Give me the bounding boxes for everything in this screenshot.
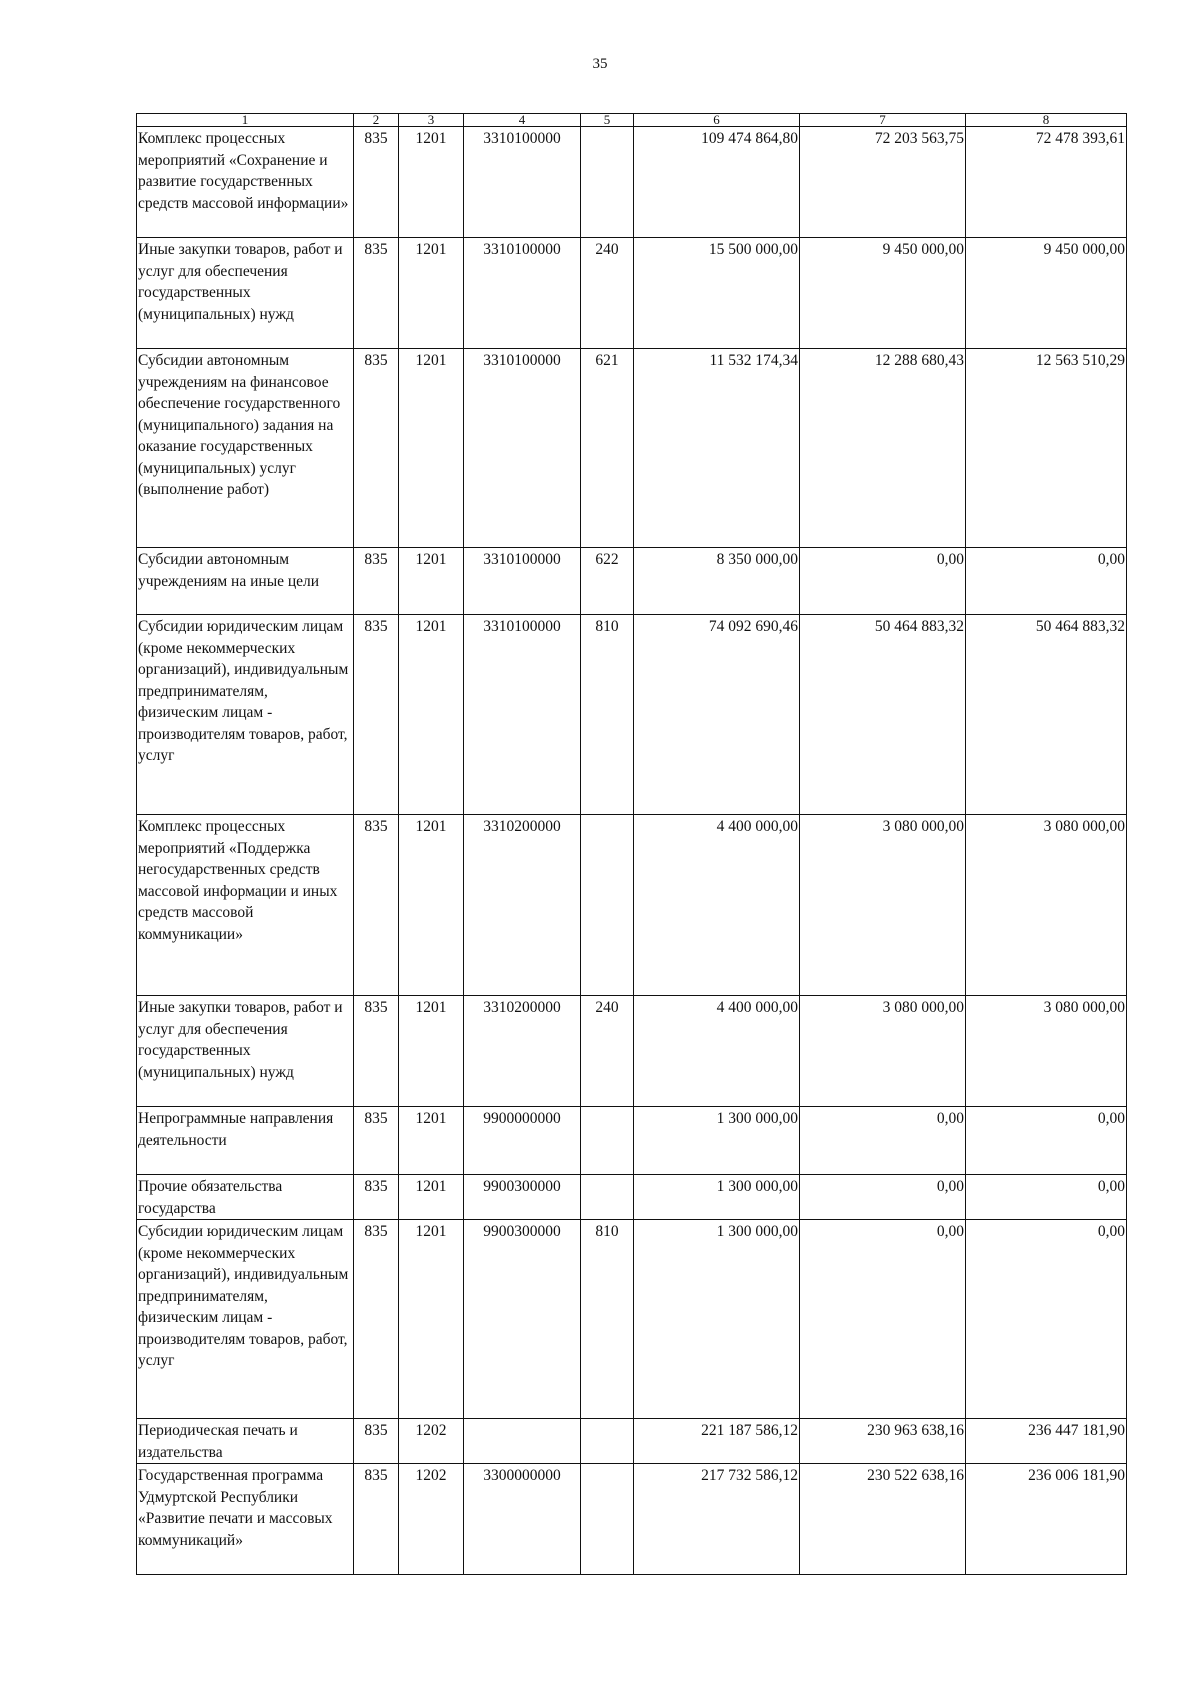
row-amount-6: 217 732 586,12 — [634, 1464, 800, 1575]
row-name: Комплекс процессных мероприятий «Сохранение и развитие государственных средств массовой информации» — [137, 127, 354, 238]
row-name: Иные закупки товаров, работ и услуг для обеспечения государственных (муниципальных) нужд — [137, 238, 354, 349]
row-ministry-code: 835 — [354, 1464, 399, 1575]
row-amount-7: 12 288 680,43 — [800, 349, 966, 548]
row-name: Непрограммные направления деятельности — [137, 1107, 354, 1175]
row-amount-6: 4 400 000,00 — [634, 996, 800, 1107]
row-expense-type — [581, 127, 634, 238]
row-target-article: 3300000000 — [464, 1464, 581, 1575]
row-section-code: 1201 — [399, 349, 464, 548]
row-amount-6: 11 532 174,34 — [634, 349, 800, 548]
row-section-code: 1201 — [399, 127, 464, 238]
column-number-row — [137, 114, 1127, 127]
row-expense-type: 810 — [581, 1220, 634, 1419]
row-section-code: 1201 — [399, 996, 464, 1107]
row-target-article: 9900000000 — [464, 1107, 581, 1175]
table-row — [137, 1419, 1127, 1464]
row-amount-8: 236 447 181,90 — [966, 1419, 1127, 1464]
row-target-article: 3310200000 — [464, 996, 581, 1107]
row-amount-7: 0,00 — [800, 1107, 966, 1175]
row-amount-6: 1 300 000,00 — [634, 1107, 800, 1175]
column-header-1: 1 — [137, 114, 354, 127]
row-amount-6: 4 400 000,00 — [634, 815, 800, 996]
column-header-8: 8 — [966, 114, 1127, 127]
row-amount-7: 0,00 — [800, 1220, 966, 1419]
row-amount-7: 50 464 883,32 — [800, 615, 966, 815]
row-ministry-code: 835 — [354, 1419, 399, 1464]
row-expense-type — [581, 1464, 634, 1575]
row-amount-6: 74 092 690,46 — [634, 615, 800, 815]
table-row — [137, 815, 1127, 996]
page-number: 35 — [592, 56, 608, 72]
column-header-5: 5 — [581, 114, 634, 127]
row-name: Субсидии автономным учреждениям на иные цели — [137, 548, 354, 615]
row-ministry-code: 835 — [354, 996, 399, 1107]
row-name: Субсидии юридическим лицам (кроме некоммерческих организаций), индивидуальным предпринимателям, физическим лицам - производителям товаров, работ, услуг — [137, 1220, 354, 1419]
budget-table — [136, 113, 1127, 1575]
row-expense-type: 622 — [581, 548, 634, 615]
row-section-code: 1201 — [399, 238, 464, 349]
row-amount-8: 72 478 393,61 — [966, 127, 1127, 238]
row-ministry-code: 835 — [354, 615, 399, 815]
row-ministry-code: 835 — [354, 1220, 399, 1419]
row-amount-8: 3 080 000,00 — [966, 996, 1127, 1107]
row-expense-type — [581, 1107, 634, 1175]
row-expense-type: 240 — [581, 238, 634, 349]
row-target-article: 3310100000 — [464, 615, 581, 815]
column-header-4: 4 — [464, 114, 581, 127]
row-amount-7: 0,00 — [800, 548, 966, 615]
row-expense-type — [581, 1419, 634, 1464]
row-amount-8: 12 563 510,29 — [966, 349, 1127, 548]
row-amount-6: 109 474 864,80 — [634, 127, 800, 238]
row-ministry-code: 835 — [354, 349, 399, 548]
row-ministry-code: 835 — [354, 238, 399, 349]
row-section-code: 1202 — [399, 1419, 464, 1464]
row-section-code: 1201 — [399, 615, 464, 815]
row-section-code: 1201 — [399, 1107, 464, 1175]
row-amount-6: 15 500 000,00 — [634, 238, 800, 349]
row-amount-7: 0,00 — [800, 1175, 966, 1220]
row-ministry-code: 835 — [354, 127, 399, 238]
row-section-code: 1201 — [399, 815, 464, 996]
row-expense-type — [581, 815, 634, 996]
row-ministry-code: 835 — [354, 815, 399, 996]
row-section-code: 1201 — [399, 548, 464, 615]
table-row — [137, 349, 1127, 548]
table-row — [137, 548, 1127, 615]
table-row — [137, 1175, 1127, 1220]
row-amount-7: 72 203 563,75 — [800, 127, 966, 238]
row-amount-6: 1 300 000,00 — [634, 1175, 800, 1220]
row-amount-7: 230 963 638,16 — [800, 1419, 966, 1464]
row-target-article: 3310100000 — [464, 127, 581, 238]
row-name: Прочие обязательства государства — [137, 1175, 354, 1220]
row-name: Субсидии юридическим лицам (кроме некоммерческих организаций), индивидуальным предпринимателям, физическим лицам - производителям товаров, работ, услуг — [137, 615, 354, 815]
row-section-code: 1202 — [399, 1464, 464, 1575]
row-amount-7: 3 080 000,00 — [800, 996, 966, 1107]
table-row — [137, 1464, 1127, 1575]
row-amount-7: 230 522 638,16 — [800, 1464, 966, 1575]
table-row — [137, 1107, 1127, 1175]
row-target-article: 3310200000 — [464, 815, 581, 996]
column-header-6: 6 — [634, 114, 800, 127]
row-name: Иные закупки товаров, работ и услуг для обеспечения государственных (муниципальных) нужд — [137, 996, 354, 1107]
row-target-article: 3310100000 — [464, 548, 581, 615]
row-amount-6: 1 300 000,00 — [634, 1220, 800, 1419]
row-amount-6: 221 187 586,12 — [634, 1419, 800, 1464]
row-target-article: 9900300000 — [464, 1175, 581, 1220]
row-ministry-code: 835 — [354, 548, 399, 615]
row-name: Комплекс процессных мероприятий «Поддержка негосударственных средств массовой информации и иных средств массовой коммуникации» — [137, 815, 354, 996]
row-expense-type: 621 — [581, 349, 634, 548]
row-amount-8: 3 080 000,00 — [966, 815, 1127, 996]
row-ministry-code: 835 — [354, 1175, 399, 1220]
table-row — [137, 127, 1127, 238]
row-target-article: 9900300000 — [464, 1220, 581, 1419]
row-expense-type: 810 — [581, 615, 634, 815]
row-amount-7: 3 080 000,00 — [800, 815, 966, 996]
row-target-article — [464, 1419, 581, 1464]
row-name: Государственная программа Удмуртской Республики «Развитие печати и массовых коммуникаций» — [137, 1464, 354, 1575]
table-row — [137, 1220, 1127, 1419]
row-amount-7: 9 450 000,00 — [800, 238, 966, 349]
row-amount-8: 0,00 — [966, 548, 1127, 615]
row-section-code: 1201 — [399, 1175, 464, 1220]
row-section-code: 1201 — [399, 1220, 464, 1419]
row-amount-8: 0,00 — [966, 1107, 1127, 1175]
column-header-3: 3 — [399, 114, 464, 127]
row-amount-6: 8 350 000,00 — [634, 548, 800, 615]
table-row — [137, 996, 1127, 1107]
column-header-2: 2 — [354, 114, 399, 127]
row-target-article: 3310100000 — [464, 349, 581, 548]
table-row — [137, 238, 1127, 349]
row-amount-8: 0,00 — [966, 1175, 1127, 1220]
row-target-article: 3310100000 — [464, 238, 581, 349]
row-amount-8: 9 450 000,00 — [966, 238, 1127, 349]
row-expense-type — [581, 1175, 634, 1220]
row-amount-8: 0,00 — [966, 1220, 1127, 1419]
row-ministry-code: 835 — [354, 1107, 399, 1175]
column-header-7: 7 — [800, 114, 966, 127]
row-expense-type: 240 — [581, 996, 634, 1107]
row-name: Периодическая печать и издательства — [137, 1419, 354, 1464]
row-name: Субсидии автономным учреждениям на финансовое обеспечение государственного (муниципального) задания на оказание государственных (муниципальных) услуг (выполнение работ) — [137, 349, 354, 548]
table-row — [137, 615, 1127, 815]
row-amount-8: 236 006 181,90 — [966, 1464, 1127, 1575]
row-amount-8: 50 464 883,32 — [966, 615, 1127, 815]
